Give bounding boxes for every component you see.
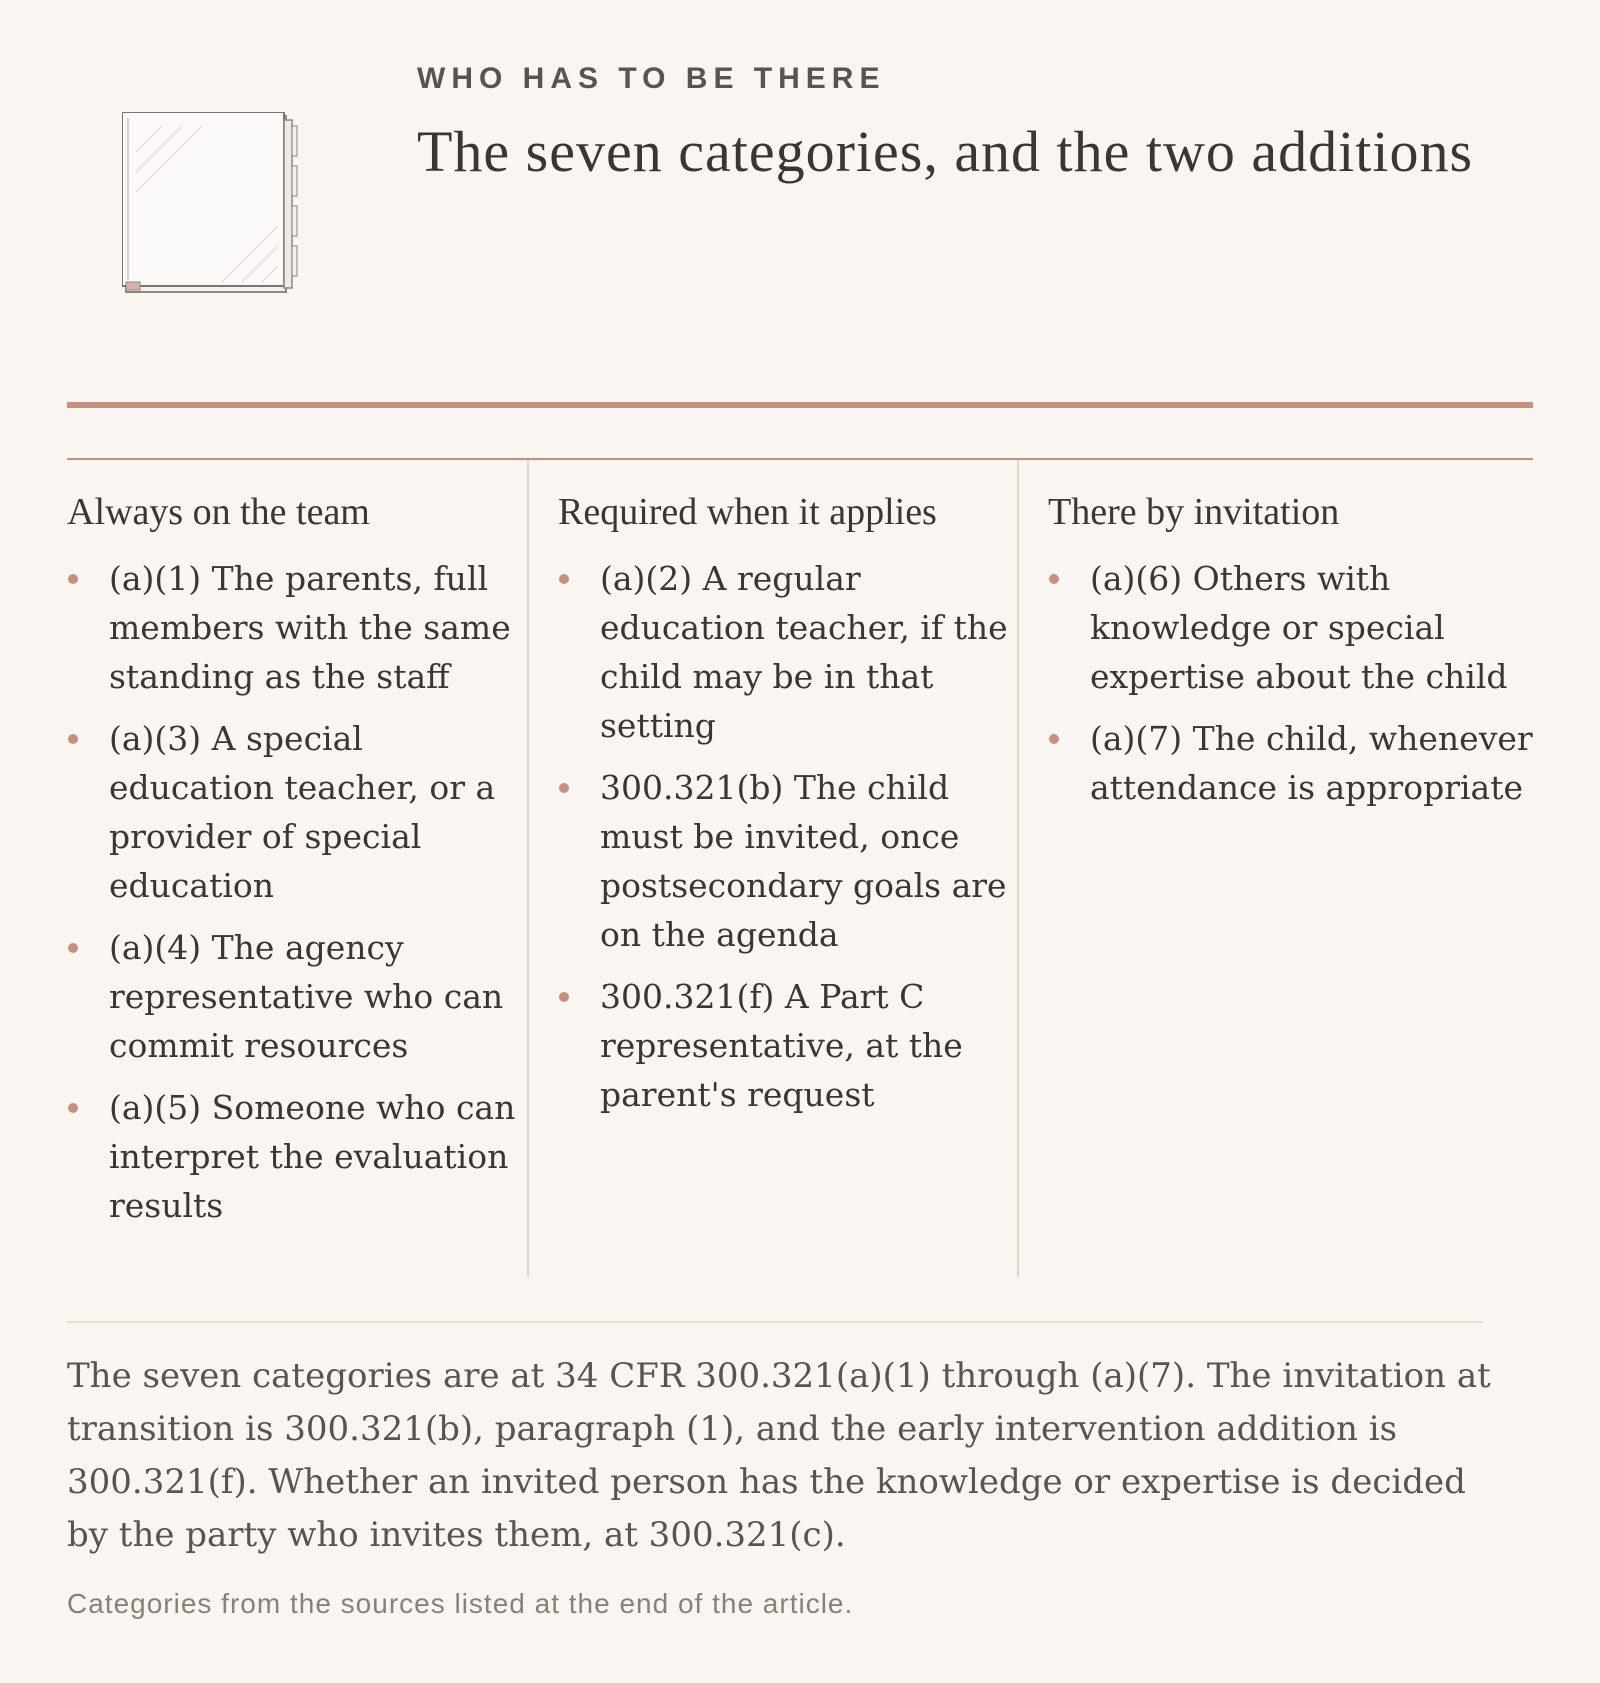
column-required	[527, 460, 1017, 1277]
list-item-text: 300.321(b) The child must be invited, once postsecondary goals are on the agenda	[600, 768, 1007, 954]
category-list	[1048, 554, 1533, 812]
list-item	[558, 763, 1017, 959]
eyebrow: WHO HAS TO BE THERE	[417, 62, 886, 95]
list-item-text: (a)(5) Someone who can interpret the evaluation results	[109, 1088, 516, 1225]
list-item	[1048, 714, 1533, 812]
citation-note: The seven categories are at 34 CFR 300.321(a)(1) through (a)(7). The invitation at transition is 300.321(b), paragraph (1), and the early intervention addition is 300.321(f). Whether an invited person has the knowledge or expertise is decided by the party who invites them, at 300.321(c).	[67, 1356, 1491, 1555]
page-title: The seven categories, and the two additions	[417, 119, 1474, 184]
source-caption: Categories from the sources listed at the end of the article.	[67, 1588, 854, 1619]
list-item-text: (a)(4) The agency representative who can commit resources	[109, 928, 504, 1065]
bullet-icon	[68, 1103, 78, 1113]
column-heading: Always on the team	[67, 491, 370, 533]
column-heading: There by invitation	[1048, 491, 1340, 533]
bullet-icon	[68, 574, 78, 584]
list-item	[558, 554, 1017, 750]
list-item-text: 300.321(f) A Part C representative, at the parent's request	[600, 977, 963, 1114]
column-heading: Required when it applies	[558, 491, 937, 533]
bullet-icon	[559, 992, 569, 1002]
list-item	[67, 1083, 527, 1230]
list-item-text: (a)(6) Others with knowledge or special expertise about the child	[1090, 559, 1508, 696]
list-item	[67, 923, 527, 1070]
binder-icon	[122, 112, 302, 298]
column-invitation	[1017, 460, 1533, 1277]
list-item	[1048, 554, 1533, 701]
list-item	[67, 714, 527, 910]
categories-columns	[67, 460, 1533, 1277]
bullet-icon	[559, 783, 569, 793]
category-list	[67, 554, 527, 1230]
bullet-icon	[68, 734, 78, 744]
list-item-text: (a)(2) A regular education teacher, if the child may be in that setting	[600, 559, 1008, 745]
list-item	[558, 972, 1017, 1119]
bullet-icon	[68, 943, 78, 953]
section-divider-thick	[67, 402, 1533, 408]
list-item-text: (a)(1) The parents, full members with the same standing as the staff	[109, 559, 511, 696]
footer-divider	[67, 1321, 1483, 1323]
list-item-text: (a)(7) The child, whenever attendance is appropriate	[1090, 719, 1533, 807]
bullet-icon	[1049, 734, 1059, 744]
bullet-icon	[1049, 574, 1059, 584]
list-item-text: (a)(3) A special education teacher, or a provider of special education	[109, 719, 496, 905]
bullet-icon	[559, 574, 569, 584]
column-always	[67, 460, 527, 1277]
list-item	[67, 554, 527, 701]
category-list	[558, 554, 1017, 1119]
